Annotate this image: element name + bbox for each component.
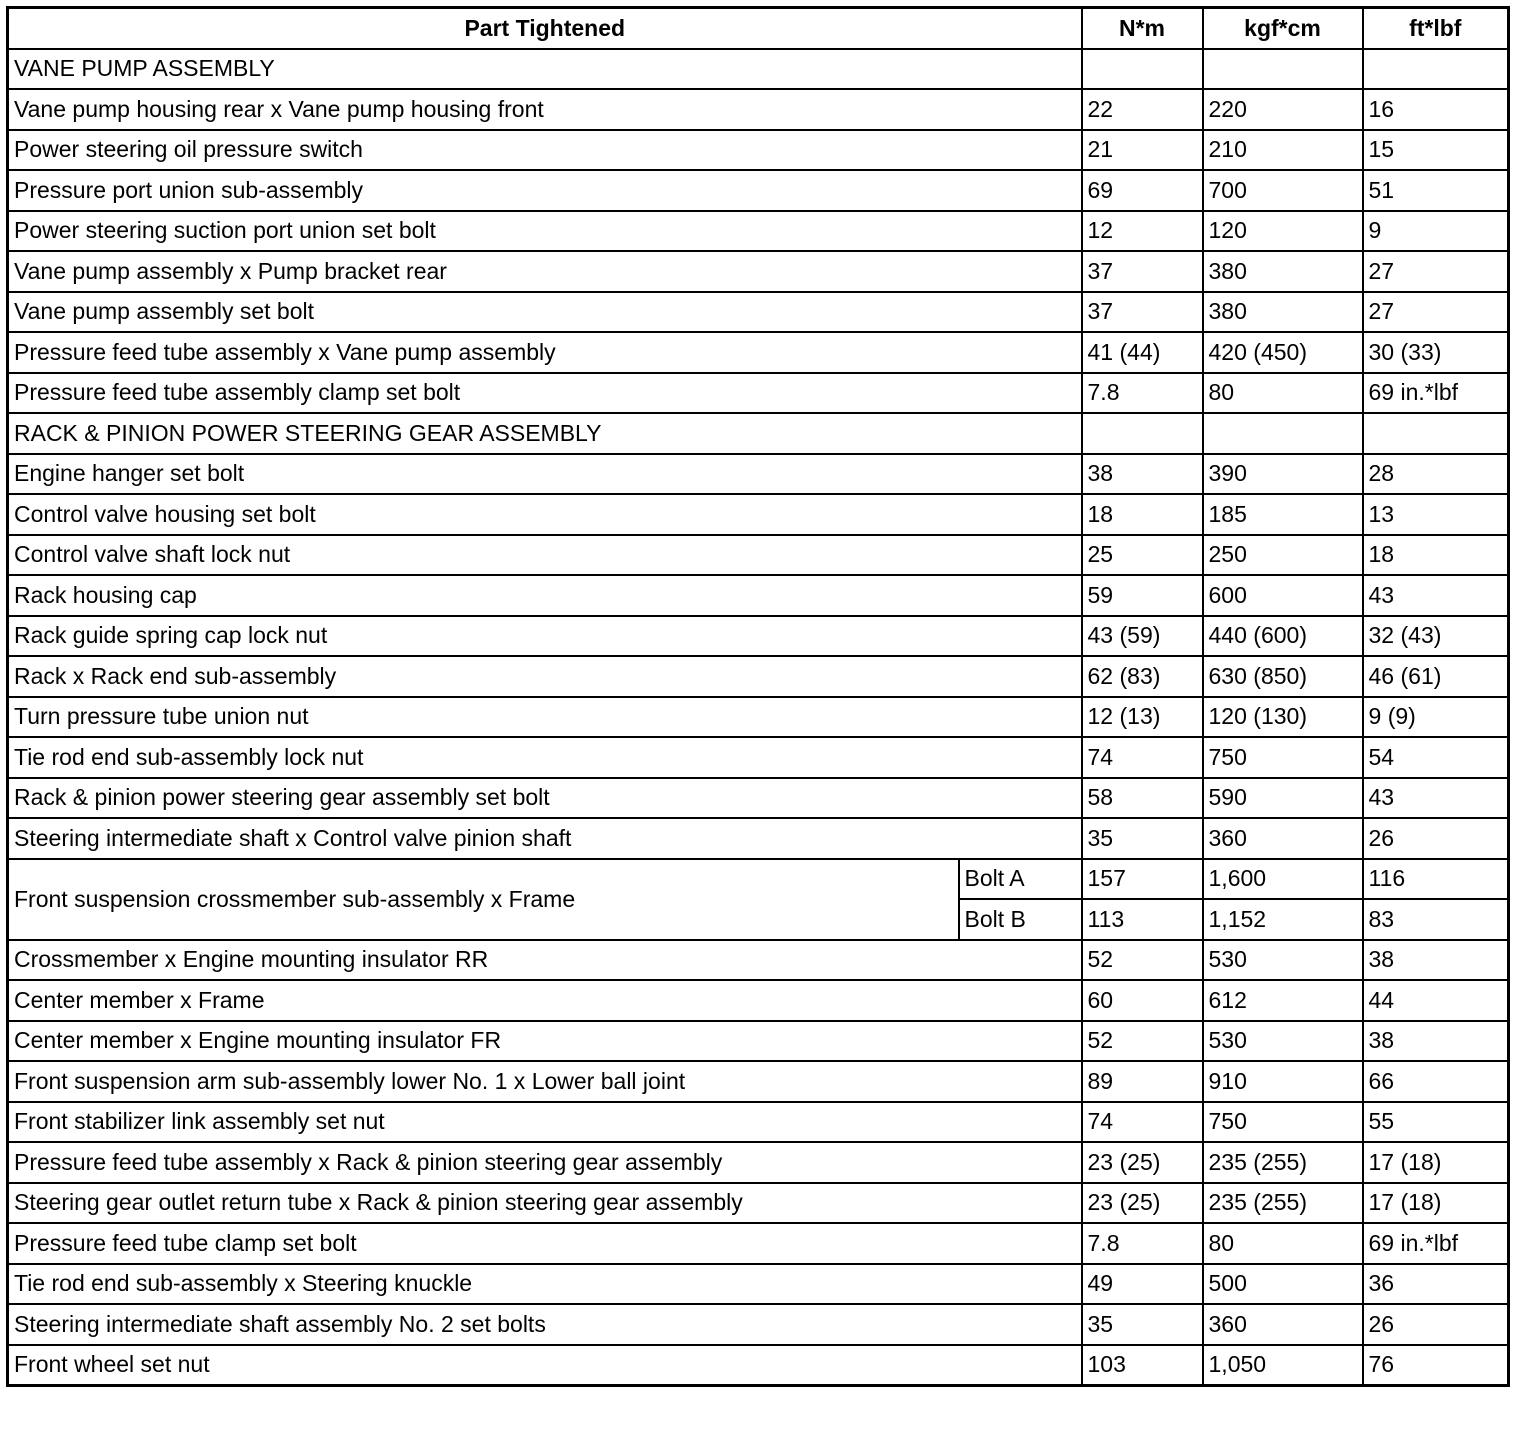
part-name-cell: Power steering suction port union set bolt bbox=[8, 211, 1082, 252]
part-name-cell: Rack housing cap bbox=[8, 575, 1082, 616]
section-header-row bbox=[8, 49, 1509, 90]
table-row bbox=[8, 211, 1509, 252]
ftlbf-cell: 9 (9) bbox=[1363, 697, 1509, 738]
kgfcm-cell: 390 bbox=[1203, 454, 1363, 495]
kgfcm-cell: 530 bbox=[1203, 1021, 1363, 1062]
ftlbf-cell: 43 bbox=[1363, 575, 1509, 616]
nm-cell: 52 bbox=[1082, 940, 1203, 981]
table-row bbox=[8, 454, 1509, 495]
part-name-cell: Tie rod end sub-assembly x Steering knuckle bbox=[8, 1264, 1082, 1305]
kgfcm-cell: 1,600 bbox=[1203, 859, 1363, 900]
nm-cell: 74 bbox=[1082, 737, 1203, 778]
ftlbf-cell: 38 bbox=[1363, 1021, 1509, 1062]
ftlbf-cell: 83 bbox=[1363, 899, 1509, 940]
nm-cell: 69 bbox=[1082, 170, 1203, 211]
nm-cell: 52 bbox=[1082, 1021, 1203, 1062]
kgfcm-cell: 80 bbox=[1203, 1223, 1363, 1264]
kgfcm-cell: 120 (130) bbox=[1203, 697, 1363, 738]
kgfcm-cell: 612 bbox=[1203, 980, 1363, 1021]
table-row bbox=[8, 130, 1509, 171]
sub-part-cell: Bolt B bbox=[959, 899, 1082, 940]
ftlbf-cell: 43 bbox=[1363, 778, 1509, 819]
kgfcm-cell: 220 bbox=[1203, 89, 1363, 130]
nm-cell: 7.8 bbox=[1082, 373, 1203, 414]
part-name-cell: Vane pump assembly set bolt bbox=[8, 292, 1082, 333]
section-title: VANE PUMP ASSEMBLY bbox=[8, 49, 1082, 90]
ftlbf-cell: 9 bbox=[1363, 211, 1509, 252]
ftlbf-cell: 69 in.*lbf bbox=[1363, 373, 1509, 414]
table-row bbox=[8, 1345, 1509, 1386]
table-row bbox=[8, 251, 1509, 292]
table-row bbox=[8, 373, 1509, 414]
part-name-cell: Center member x Engine mounting insulator FR bbox=[8, 1021, 1082, 1062]
kgfcm-cell: 1,152 bbox=[1203, 899, 1363, 940]
part-name-cell: Control valve shaft lock nut bbox=[8, 535, 1082, 576]
nm-cell: 21 bbox=[1082, 130, 1203, 171]
header-part-tightened: Part Tightened bbox=[8, 8, 1082, 49]
part-name-cell: Center member x Frame bbox=[8, 980, 1082, 1021]
nm-cell: 37 bbox=[1082, 251, 1203, 292]
part-name-cell: Pressure feed tube assembly x Vane pump assembly bbox=[8, 332, 1082, 373]
part-name-cell: Vane pump assembly x Pump bracket rear bbox=[8, 251, 1082, 292]
ftlbf-cell: 116 bbox=[1363, 859, 1509, 900]
empty-cell bbox=[1203, 413, 1363, 454]
part-name-cell: Front suspension arm sub-assembly lower No. 1 x Lower ball joint bbox=[8, 1061, 1082, 1102]
nm-cell: 58 bbox=[1082, 778, 1203, 819]
ftlbf-cell: 27 bbox=[1363, 292, 1509, 333]
table-row bbox=[8, 535, 1509, 576]
table-row bbox=[8, 859, 1509, 900]
nm-cell: 43 (59) bbox=[1082, 616, 1203, 657]
part-name-cell: Vane pump housing rear x Vane pump housing front bbox=[8, 89, 1082, 130]
kgfcm-cell: 235 (255) bbox=[1203, 1183, 1363, 1224]
kgfcm-cell: 360 bbox=[1203, 1304, 1363, 1345]
nm-cell: 23 (25) bbox=[1082, 1142, 1203, 1183]
nm-cell: 7.8 bbox=[1082, 1223, 1203, 1264]
kgfcm-cell: 910 bbox=[1203, 1061, 1363, 1102]
empty-cell bbox=[1363, 49, 1509, 90]
header-kgfcm: kgf*cm bbox=[1203, 8, 1363, 49]
ftlbf-cell: 54 bbox=[1363, 737, 1509, 778]
ftlbf-cell: 28 bbox=[1363, 454, 1509, 495]
ftlbf-cell: 18 bbox=[1363, 535, 1509, 576]
ftlbf-cell: 69 in.*lbf bbox=[1363, 1223, 1509, 1264]
sub-part-cell: Bolt A bbox=[959, 859, 1082, 900]
nm-cell: 25 bbox=[1082, 535, 1203, 576]
ftlbf-cell: 15 bbox=[1363, 130, 1509, 171]
nm-cell: 35 bbox=[1082, 1304, 1203, 1345]
table-header-row bbox=[8, 8, 1509, 49]
kgfcm-cell: 185 bbox=[1203, 494, 1363, 535]
part-name-cell: Steering intermediate shaft x Control valve pinion shaft bbox=[8, 818, 1082, 859]
part-name-cell: Pressure port union sub-assembly bbox=[8, 170, 1082, 211]
part-name-cell: Rack guide spring cap lock nut bbox=[8, 616, 1082, 657]
part-name-cell: Pressure feed tube assembly x Rack & pinion steering gear assembly bbox=[8, 1142, 1082, 1183]
ftlbf-cell: 17 (18) bbox=[1363, 1183, 1509, 1224]
empty-cell bbox=[1082, 413, 1203, 454]
section-header-row bbox=[8, 413, 1509, 454]
table-row bbox=[8, 656, 1509, 697]
ftlbf-cell: 32 (43) bbox=[1363, 616, 1509, 657]
kgfcm-cell: 1,050 bbox=[1203, 1345, 1363, 1386]
table-row bbox=[8, 1183, 1509, 1224]
table-row bbox=[8, 697, 1509, 738]
part-name-cell: Turn pressure tube union nut bbox=[8, 697, 1082, 738]
table-row bbox=[8, 1304, 1509, 1345]
nm-cell: 49 bbox=[1082, 1264, 1203, 1305]
nm-cell: 113 bbox=[1082, 899, 1203, 940]
table-body bbox=[8, 49, 1509, 1386]
part-name-cell: Power steering oil pressure switch bbox=[8, 130, 1082, 171]
empty-cell bbox=[1082, 49, 1203, 90]
ftlbf-cell: 13 bbox=[1363, 494, 1509, 535]
section-title: RACK & PINION POWER STEERING GEAR ASSEMBLY bbox=[8, 413, 1082, 454]
kgfcm-cell: 750 bbox=[1203, 737, 1363, 778]
kgfcm-cell: 630 (850) bbox=[1203, 656, 1363, 697]
part-name-cell: Engine hanger set bolt bbox=[8, 454, 1082, 495]
kgfcm-cell: 250 bbox=[1203, 535, 1363, 576]
ftlbf-cell: 36 bbox=[1363, 1264, 1509, 1305]
nm-cell: 103 bbox=[1082, 1345, 1203, 1386]
nm-cell: 41 (44) bbox=[1082, 332, 1203, 373]
kgfcm-cell: 235 (255) bbox=[1203, 1142, 1363, 1183]
part-name-cell: Steering gear outlet return tube x Rack & pinion steering gear assembly bbox=[8, 1183, 1082, 1224]
ftlbf-cell: 38 bbox=[1363, 940, 1509, 981]
table-row bbox=[8, 778, 1509, 819]
kgfcm-cell: 420 (450) bbox=[1203, 332, 1363, 373]
empty-cell bbox=[1203, 49, 1363, 90]
kgfcm-cell: 380 bbox=[1203, 292, 1363, 333]
kgfcm-cell: 120 bbox=[1203, 211, 1363, 252]
nm-cell: 89 bbox=[1082, 1061, 1203, 1102]
nm-cell: 22 bbox=[1082, 89, 1203, 130]
ftlbf-cell: 17 (18) bbox=[1363, 1142, 1509, 1183]
header-ftlbf: ft*lbf bbox=[1363, 8, 1509, 49]
kgfcm-cell: 700 bbox=[1203, 170, 1363, 211]
table-row bbox=[8, 1264, 1509, 1305]
part-name-cell: Pressure feed tube assembly clamp set bolt bbox=[8, 373, 1082, 414]
part-name-cell: Rack & pinion power steering gear assembly set bolt bbox=[8, 778, 1082, 819]
table-row bbox=[8, 89, 1509, 130]
kgfcm-cell: 360 bbox=[1203, 818, 1363, 859]
nm-cell: 60 bbox=[1082, 980, 1203, 1021]
table-row bbox=[8, 332, 1509, 373]
nm-cell: 59 bbox=[1082, 575, 1203, 616]
kgfcm-cell: 530 bbox=[1203, 940, 1363, 981]
nm-cell: 38 bbox=[1082, 454, 1203, 495]
part-name-cell: Rack x Rack end sub-assembly bbox=[8, 656, 1082, 697]
table-row bbox=[8, 1223, 1509, 1264]
kgfcm-cell: 750 bbox=[1203, 1102, 1363, 1143]
nm-cell: 74 bbox=[1082, 1102, 1203, 1143]
part-name-cell: Steering intermediate shaft assembly No. 2 set bolts bbox=[8, 1304, 1082, 1345]
ftlbf-cell: 46 (61) bbox=[1363, 656, 1509, 697]
kgfcm-cell: 590 bbox=[1203, 778, 1363, 819]
table-row bbox=[8, 1061, 1509, 1102]
header-nm: N*m bbox=[1082, 8, 1203, 49]
kgfcm-cell: 600 bbox=[1203, 575, 1363, 616]
ftlbf-cell: 66 bbox=[1363, 1061, 1509, 1102]
table-row bbox=[8, 940, 1509, 981]
nm-cell: 18 bbox=[1082, 494, 1203, 535]
kgfcm-cell: 500 bbox=[1203, 1264, 1363, 1305]
part-name-cell: Front wheel set nut bbox=[8, 1345, 1082, 1386]
table-row bbox=[8, 818, 1509, 859]
table-row bbox=[8, 170, 1509, 211]
part-name-cell: Pressure feed tube clamp set bolt bbox=[8, 1223, 1082, 1264]
ftlbf-cell: 26 bbox=[1363, 818, 1509, 859]
nm-cell: 12 (13) bbox=[1082, 697, 1203, 738]
ftlbf-cell: 30 (33) bbox=[1363, 332, 1509, 373]
table-row bbox=[8, 575, 1509, 616]
part-name-cell: Tie rod end sub-assembly lock nut bbox=[8, 737, 1082, 778]
kgfcm-cell: 80 bbox=[1203, 373, 1363, 414]
part-name-cell: Front stabilizer link assembly set nut bbox=[8, 1102, 1082, 1143]
nm-cell: 12 bbox=[1082, 211, 1203, 252]
kgfcm-cell: 210 bbox=[1203, 130, 1363, 171]
ftlbf-cell: 26 bbox=[1363, 1304, 1509, 1345]
table-row bbox=[8, 494, 1509, 535]
torque-specification-table bbox=[6, 6, 1510, 1387]
ftlbf-cell: 44 bbox=[1363, 980, 1509, 1021]
part-name-cell: Control valve housing set bolt bbox=[8, 494, 1082, 535]
ftlbf-cell: 55 bbox=[1363, 1102, 1509, 1143]
table-row bbox=[8, 1102, 1509, 1143]
empty-cell bbox=[1363, 413, 1509, 454]
nm-cell: 157 bbox=[1082, 859, 1203, 900]
nm-cell: 35 bbox=[1082, 818, 1203, 859]
ftlbf-cell: 27 bbox=[1363, 251, 1509, 292]
nm-cell: 37 bbox=[1082, 292, 1203, 333]
ftlbf-cell: 76 bbox=[1363, 1345, 1509, 1386]
table-row bbox=[8, 292, 1509, 333]
kgfcm-cell: 440 (600) bbox=[1203, 616, 1363, 657]
part-name-cell: Crossmember x Engine mounting insulator RR bbox=[8, 940, 1082, 981]
part-name-cell: Front suspension crossmember sub-assembly x Frame bbox=[8, 859, 959, 940]
ftlbf-cell: 51 bbox=[1363, 170, 1509, 211]
nm-cell: 23 (25) bbox=[1082, 1183, 1203, 1224]
table-row bbox=[8, 980, 1509, 1021]
kgfcm-cell: 380 bbox=[1203, 251, 1363, 292]
table-row bbox=[8, 737, 1509, 778]
nm-cell: 62 (83) bbox=[1082, 656, 1203, 697]
table-row bbox=[8, 1142, 1509, 1183]
table-row bbox=[8, 616, 1509, 657]
table-row bbox=[8, 1021, 1509, 1062]
ftlbf-cell: 16 bbox=[1363, 89, 1509, 130]
